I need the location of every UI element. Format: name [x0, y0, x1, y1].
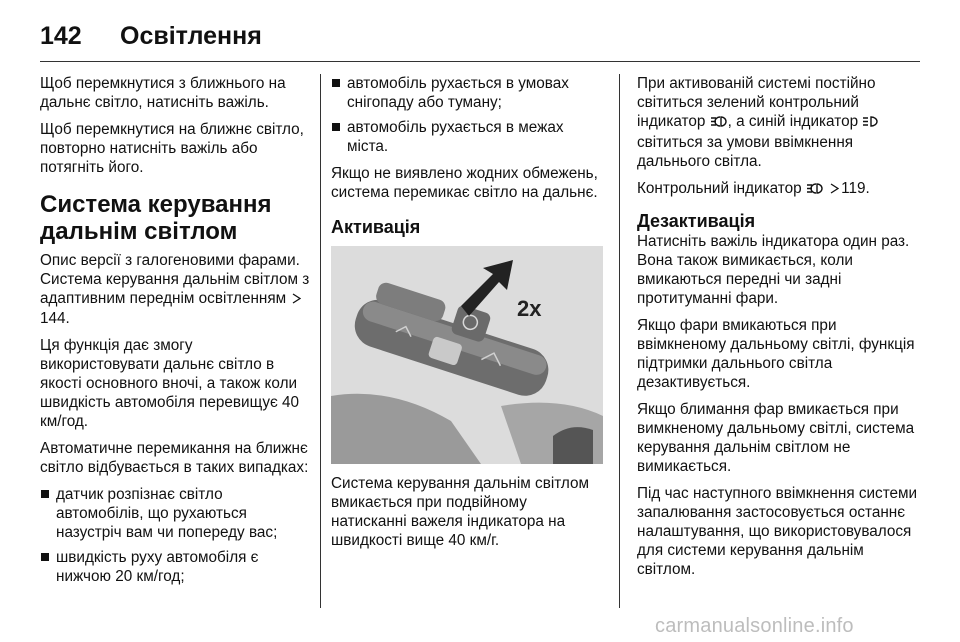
- bullet-list: [40, 485, 312, 586]
- paragraph: Ця функція дає змогу використовувати дальнє світло в якості основного вночі, а також коли швидкість автомобіля перевищує 40 км/год.: [40, 337, 300, 430]
- list-item: [331, 74, 603, 112]
- paragraph: Автоматичне перемикання на ближнє світло відбувається в таких випадках:: [40, 440, 309, 476]
- page-reference: 144.: [40, 310, 70, 327]
- column-divider: [320, 74, 321, 608]
- bullet-icon: [332, 123, 340, 131]
- list-item: [40, 548, 312, 586]
- page-reference: 119.: [841, 180, 870, 197]
- paragraph-text: Опис версії з галогеновими фарами. Система керування дальнім світлом з адаптивним переднім освітленням: [40, 252, 310, 307]
- section-heading: Активація: [331, 217, 421, 237]
- paragraph: [637, 74, 922, 171]
- column-divider: [619, 74, 620, 608]
- paragraph: Щоб перемкнутися на ближнє світло, повторно натисніть важіль або потягніть його.: [40, 121, 304, 176]
- page-header: [40, 14, 920, 58]
- bullet-list: [331, 74, 603, 156]
- page-reference-icon: [292, 290, 301, 309]
- watermark: carmanualsonline.info: [655, 615, 854, 637]
- bullet-icon: [41, 490, 49, 498]
- page-reference-icon: [830, 180, 839, 199]
- figure-label: 2x: [517, 296, 542, 321]
- list-item-text: датчик розпізнає світло автомобілів, що рухаються назустріч вам чи попереду вас;: [56, 486, 278, 541]
- column-1: [40, 74, 312, 594]
- paragraph-text: світиться за умови ввімкнення дальнього світла.: [637, 134, 854, 170]
- page-title: Освітлення: [120, 21, 262, 50]
- paragraph: Якщо фари вмикаються при ввімкненому дальньому світлі, функція підтримки дальнього світла дезактивується.: [637, 317, 915, 391]
- paragraph: Якщо блимання фар вмикається при вимкненому дальньому світлі, система керування дальнім світлом не вимикається.: [637, 401, 915, 475]
- column-2: [331, 74, 603, 558]
- paragraph-text: При активованій системі постійно світиться зелений контрольний індикатор: [637, 75, 876, 130]
- high-beam-assist-icon: [710, 114, 728, 133]
- paragraph-text: Контрольний індикатор: [637, 180, 802, 197]
- high-beam-icon: [862, 114, 878, 133]
- page-number: 142: [40, 21, 82, 50]
- section-heading: Система керування дальнім світлом: [40, 191, 272, 245]
- list-item-text: автомобіль рухається в межах міста.: [347, 119, 564, 155]
- list-item: [40, 485, 312, 542]
- bullet-icon: [41, 553, 49, 561]
- list-item-text: автомобіль рухається в умовах снігопаду або туману;: [347, 75, 569, 111]
- high-beam-assist-icon: [806, 181, 824, 200]
- header-divider: [40, 61, 920, 62]
- stalk-illustration: [331, 246, 603, 464]
- figure-caption: Система керування дальнім світлом вмикається при подвійному натисканні важеля індикатора на швидкості вище 40 км/г.: [331, 475, 590, 549]
- column-3: [637, 74, 922, 587]
- paragraph: [637, 179, 922, 200]
- list-item: [331, 118, 603, 156]
- paragraph: [40, 251, 312, 328]
- paragraph: Під час наступного ввімкнення системи запалювання застосовується останнє налаштування, що використовувалося для системи керування дальнім світлом.: [637, 485, 918, 578]
- paragraph: Щоб перемкнутися з ближнього на дальнє світло, натисніть важіль.: [40, 75, 286, 111]
- paragraph: Натисніть важіль індикатора один раз. Вона також вимикається, коли вмикаються передні чи задні протитуманні фари.: [637, 233, 910, 307]
- paragraph: Якщо не виявлено жодних обмежень, система перемикає світло на дальнє.: [331, 165, 598, 201]
- list-item-text: швидкість руху автомобіля є нижчою 20 км/год;: [56, 549, 259, 585]
- paragraph-text: , а синій індикатор: [727, 113, 859, 130]
- bullet-icon: [332, 79, 340, 87]
- section-heading: Дезактивація: [637, 211, 756, 231]
